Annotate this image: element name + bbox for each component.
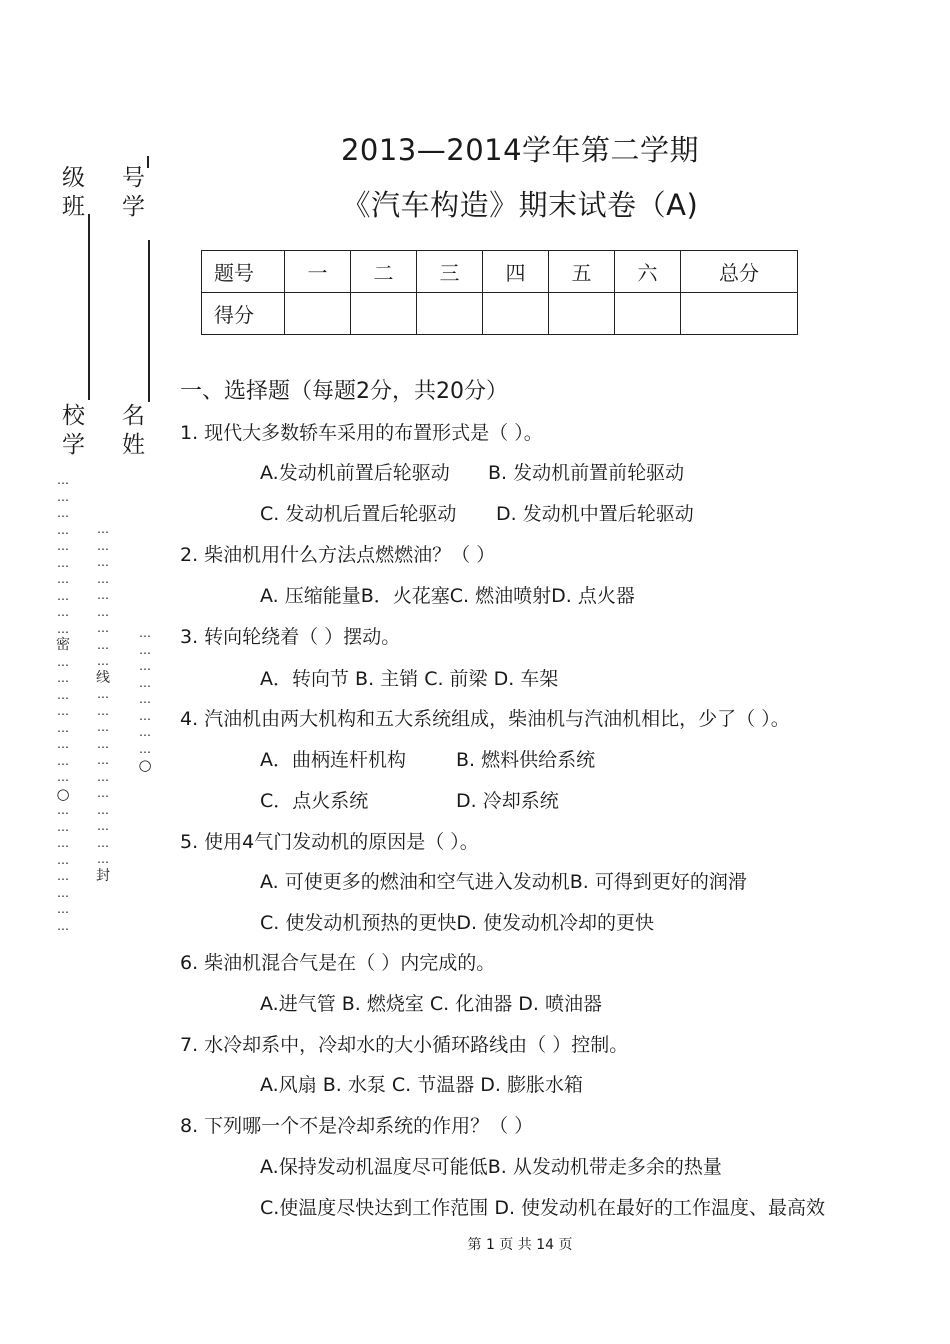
score-cell-6: 六 <box>615 251 681 293</box>
seal-dot: … <box>57 654 69 669</box>
option: C.使温度尽快达到工作范围 D. 使发动机在最好的工作温度、最高效 <box>260 1197 826 1219</box>
question-stem: 2. 柴油机用什么方法点燃燃油？（ ） <box>180 544 496 566</box>
option: A．转向节 B. 主销 C. 前梁 D. 车架 <box>260 668 559 690</box>
seal-dot: … <box>97 835 109 850</box>
seal-dot: … <box>97 687 109 701</box>
score-cell-total: 总分 <box>681 251 798 293</box>
seal-dot: … <box>57 588 69 603</box>
seal-dot: … <box>97 604 109 619</box>
seal-dot: … <box>97 522 109 536</box>
seal-dot: … <box>57 473 69 487</box>
option: C. 使发动机预热的更快D. 使发动机冷却的更快 <box>260 912 655 934</box>
seal-dot: … <box>57 522 69 537</box>
seal-dot: … <box>57 720 69 735</box>
seal-dot: … <box>57 539 69 553</box>
class-label: 级 班 <box>62 165 85 220</box>
option: A.风扇 B. 水泵 C. 节温器 D. 膨胀水箱 <box>260 1074 583 1096</box>
seal-dot: … <box>97 703 109 718</box>
seal-dot: … <box>139 626 151 640</box>
seal-dot: … <box>57 753 69 768</box>
question-stem: 7. 水冷却系中，冷却水的大小循环路线由（ ）控制。 <box>180 1034 629 1056</box>
seal-dot: … <box>57 687 69 702</box>
section-heading: 一、选择题（每题2分，共20分） <box>180 379 508 404</box>
option: D. 发动机中置后轮驱动 <box>496 503 694 525</box>
seal-dot: … <box>97 753 109 767</box>
seal-dot: … <box>57 819 69 834</box>
option: B. 燃料供给系统 <box>456 749 596 771</box>
seal-dot: … <box>139 725 151 739</box>
option-row <box>260 458 684 485</box>
score-cell-2: 二 <box>351 251 417 293</box>
seal-dot: … <box>139 675 151 690</box>
question-stem: 1. 现代大多数轿车采用的布置形式是（ ）。 <box>180 422 543 444</box>
score-cell-label: 题号 <box>202 251 285 293</box>
seal-dot: … <box>57 885 69 900</box>
seal-dot: … <box>139 642 151 657</box>
seal-dot: … <box>97 802 109 817</box>
option: B. 发动机前置前轮驱动 <box>488 462 685 484</box>
question-stem: 3. 转向轮绕着（ ）摆动。 <box>180 626 401 648</box>
option: A. 可使更多的燃油和空气进入发动机B. 可得到更好的润滑 <box>260 871 747 893</box>
seal-mark: 封 <box>96 867 110 884</box>
question-stem: 6. 柴油机混合气是在（ ）内完成的。 <box>180 952 496 974</box>
option: C．点火系统 <box>260 790 369 812</box>
seal-dot: … <box>97 588 109 602</box>
score-cell-4: 四 <box>483 251 549 293</box>
seal-dot: … <box>97 852 109 866</box>
seal-dot: … <box>97 720 109 734</box>
seal-line-inner <box>134 625 156 774</box>
seal-dot: … <box>57 918 69 933</box>
option-row <box>260 786 559 813</box>
option: A.发动机前置后轮驱动 <box>260 462 450 484</box>
seal-dot: … <box>97 819 109 833</box>
seal-dot: … <box>139 692 151 706</box>
student-id-label: 号 学 <box>122 165 145 220</box>
seal-dot: … <box>57 803 69 817</box>
seal-dot: … <box>97 538 109 553</box>
seal-dot: … <box>97 621 109 635</box>
option: A.进气管 B. 燃烧室 C. 化油器 D. 喷油器 <box>260 993 602 1015</box>
seal-dot: … <box>57 836 69 850</box>
seal-dot: … <box>57 852 69 867</box>
option: A.保持发动机温度尽可能低B. 从发动机带走多余的热量 <box>260 1156 722 1178</box>
seal-circle: ○ <box>56 784 70 803</box>
seal-dot: … <box>57 671 69 685</box>
score-entry <box>549 293 615 335</box>
seal-dot: … <box>97 555 109 569</box>
option-row <box>260 745 595 772</box>
option: D. 冷却系统 <box>456 790 559 812</box>
page-number: 第 1 页 共 14 页 <box>467 1237 573 1253</box>
seal-dot: … <box>57 506 69 520</box>
score-entry <box>417 293 483 335</box>
seal-circle: ○ <box>138 756 152 774</box>
score-table-header-row <box>202 251 798 293</box>
question-stem: 8. 下列哪一个不是冷却系统的作用？（ ） <box>180 1115 534 1137</box>
score-entry <box>285 293 351 335</box>
school-label: 校 学 <box>62 403 85 458</box>
score-cell-5: 五 <box>549 251 615 293</box>
score-table-score-row <box>202 293 798 335</box>
score-entry <box>351 293 417 335</box>
seal-dot: … <box>97 736 109 751</box>
seal-dot: … <box>57 770 69 784</box>
seal-dot: … <box>57 869 69 883</box>
seal-dot: … <box>139 708 151 723</box>
question-stem: 4. 汽油机由两大机构和五大系统组成，柴油机与汽油机相比，少了（ ）。 <box>180 708 790 730</box>
score-cell-1: 一 <box>285 251 351 293</box>
exam-term-title: 2013—2014学年第二学期 <box>340 133 700 167</box>
class-underline <box>88 214 90 400</box>
id-tick <box>147 156 149 168</box>
exam-course-title: 《汽车构造》期末试卷（A) <box>341 188 699 222</box>
seal-mark: 密 <box>56 637 70 653</box>
seal-dot: … <box>139 741 151 756</box>
score-entry <box>615 293 681 335</box>
seal-dot: … <box>97 571 109 586</box>
seal-dot: … <box>57 621 69 636</box>
seal-dot: … <box>57 902 69 916</box>
seal-dot: … <box>57 737 69 751</box>
seal-dot: … <box>57 605 69 619</box>
seal-dot: … <box>97 786 109 800</box>
score-table <box>201 250 798 335</box>
name-label: 名 姓 <box>122 403 145 458</box>
score-cell-3: 三 <box>417 251 483 293</box>
seal-mark: 线 <box>96 669 110 686</box>
seal-dot: … <box>57 489 69 504</box>
option: A. 压缩能量B．火花塞C. 燃油喷射D. 点火器 <box>260 585 635 607</box>
seal-line-outer <box>52 472 74 934</box>
score-entry <box>483 293 549 335</box>
seal-dot: … <box>97 637 109 652</box>
question-stem: 5. 使用4气门发动机的原因是（ ）。 <box>180 831 479 853</box>
option-row <box>260 499 694 526</box>
option: C. 发动机后置后轮驱动 <box>260 503 457 525</box>
seal-dot: … <box>97 769 109 784</box>
seal-dot: … <box>57 704 69 718</box>
seal-dot: … <box>139 659 151 673</box>
seal-dot: … <box>57 572 69 586</box>
seal-line-middle <box>92 521 114 884</box>
seal-dot: … <box>57 555 69 570</box>
score-entry <box>681 293 798 335</box>
option: A．曲柄连杆机构 <box>260 749 406 771</box>
score-row-label: 得分 <box>202 293 285 335</box>
id-underline <box>148 240 150 402</box>
seal-dot: … <box>97 654 109 668</box>
